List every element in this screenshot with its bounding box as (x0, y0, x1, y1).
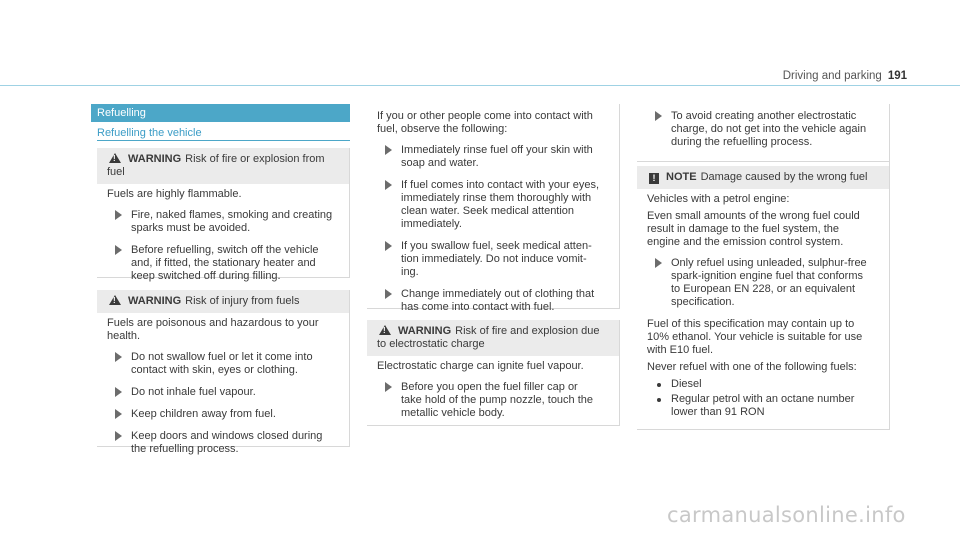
arrow-bullet-icon (385, 145, 392, 155)
list-item: If you swallow fuel, seek medical atten- tion immediately. Do not induce vomit- ing. (377, 240, 611, 279)
dot-bullet-icon (657, 383, 661, 387)
paragraph: Vehicles with a petrol engine: (647, 193, 790, 205)
arrow-bullet-icon (655, 111, 662, 121)
warning-body (97, 184, 349, 300)
warning-title: Risk of injury from fuels (185, 295, 300, 307)
arrow-bullet-icon (385, 289, 392, 299)
warning-box-electrostatic (367, 320, 620, 426)
list-item: Only refuel using unleaded, sulphur-free spark-ignition engine fuel that conforms to European EN 228, or an equivalent specification. (647, 257, 881, 309)
note-keyword: NOTE (666, 171, 697, 183)
note-title: Damage caused by the wrong fuel (700, 171, 868, 183)
list-item: Fire, naked flames, smoking and creating sparks must be avoided. (107, 209, 341, 235)
header-rule (0, 85, 960, 86)
list-item: To avoid creating another electrostatic charge, do not get into the vehicle again during the refuelling process. (647, 110, 881, 149)
warning-intro: Fuels are poisonous and hazardous to your health. (107, 317, 319, 342)
note-exclamation-icon: ! (649, 173, 659, 184)
paragraph: If you or other people come into contact with fuel, observe the following: (377, 110, 593, 135)
warning-title-cont: fuel (107, 166, 125, 178)
warning-intro: Electrostatic charge can ignite fuel vapour. (377, 360, 584, 372)
arrow-bullet-icon (385, 241, 392, 251)
list-item: Immediately rinse fuel off your skin with soap and water. (377, 144, 611, 170)
warning-box-fire (97, 148, 350, 282)
list-item: Diesel (647, 378, 881, 391)
list-item: If fuel comes into contact with your eyes, immediately rinse them thoroughly with clean water. Seek medical attention immediately. (377, 179, 611, 231)
note-box-wrong-fuel (637, 162, 890, 430)
warning-title-cont: to electrostatic charge (377, 338, 485, 350)
arrow-bullet-icon (385, 180, 392, 190)
list-item: Before refuelling, switch off the vehicle and, if fitted, the stationary heater and keep switched off during filling. (107, 244, 341, 283)
warning-body (97, 313, 349, 473)
warning-header (367, 320, 619, 356)
arrow-bullet-icon (115, 245, 122, 255)
list-item: Do not swallow fuel or let it come into contact with skin, eyes or clothing. (107, 351, 341, 377)
arrow-bullet-icon (655, 258, 662, 268)
arrow-bullet-icon (385, 382, 392, 392)
warning-body (367, 104, 619, 331)
running-header (783, 70, 907, 82)
warning-intro: Fuels are highly flammable. (107, 188, 242, 200)
page-number: 191 (887, 70, 907, 82)
list-item: Before you open the fuel filler cap or take hold of the pump nozzle, touch the metallic vehicle body. (377, 381, 611, 420)
arrow-bullet-icon (115, 210, 122, 220)
paragraph: Never refuel with one of the following fuels: (647, 361, 857, 373)
subtitle: Refuelling the vehicle (97, 127, 202, 139)
warning-header (97, 148, 349, 184)
list-item: Do not inhale fuel vapour. (107, 386, 341, 399)
warning-title: Risk of fire and explosion due (455, 325, 600, 337)
list-item: Keep children away from fuel. (107, 408, 341, 421)
warning-title: Risk of fire or explosion from (185, 153, 325, 165)
warning-box-electrostatic-cont (637, 104, 890, 162)
list-item: Regular petrol with an octane number lower than 91 RON (647, 393, 881, 419)
warning-keyword: WARNING (398, 325, 452, 337)
warning-triangle-icon (109, 295, 121, 305)
warning-body (637, 104, 889, 166)
warning-body (367, 356, 619, 437)
section-title: Refuelling (91, 104, 350, 122)
warning-keyword: WARNING (128, 295, 182, 307)
dot-bullet-icon (657, 398, 661, 402)
arrow-bullet-icon (115, 387, 122, 397)
paragraph: Fuel of this specification may contain up to 10% ethanol. Your vehicle is suitable for use with E10 fuel. (647, 318, 863, 356)
note-body (637, 189, 889, 429)
warning-keyword: WARNING (128, 153, 182, 165)
arrow-bullet-icon (115, 431, 122, 441)
list-item: Keep doors and windows closed during the refuelling process. (107, 430, 341, 456)
arrow-bullet-icon (115, 352, 122, 362)
warning-triangle-icon (109, 153, 121, 163)
list-item: Change immediately out of clothing that has come into contact with fuel. (377, 288, 611, 314)
warning-triangle-icon (379, 325, 391, 335)
warning-header (97, 290, 349, 313)
note-header (637, 166, 889, 189)
warning-box-fire-cont (367, 104, 620, 313)
subtitle-rule (97, 140, 350, 141)
paragraph: Even small amounts of the wrong fuel could result in damage to the fuel system, the engine and the emission control system. (647, 210, 860, 248)
watermark-footer: carmanualsonline.info (667, 503, 906, 527)
header-section: Driving and parking (782, 70, 882, 82)
arrow-bullet-icon (115, 409, 122, 419)
warning-box-injury (97, 290, 350, 455)
